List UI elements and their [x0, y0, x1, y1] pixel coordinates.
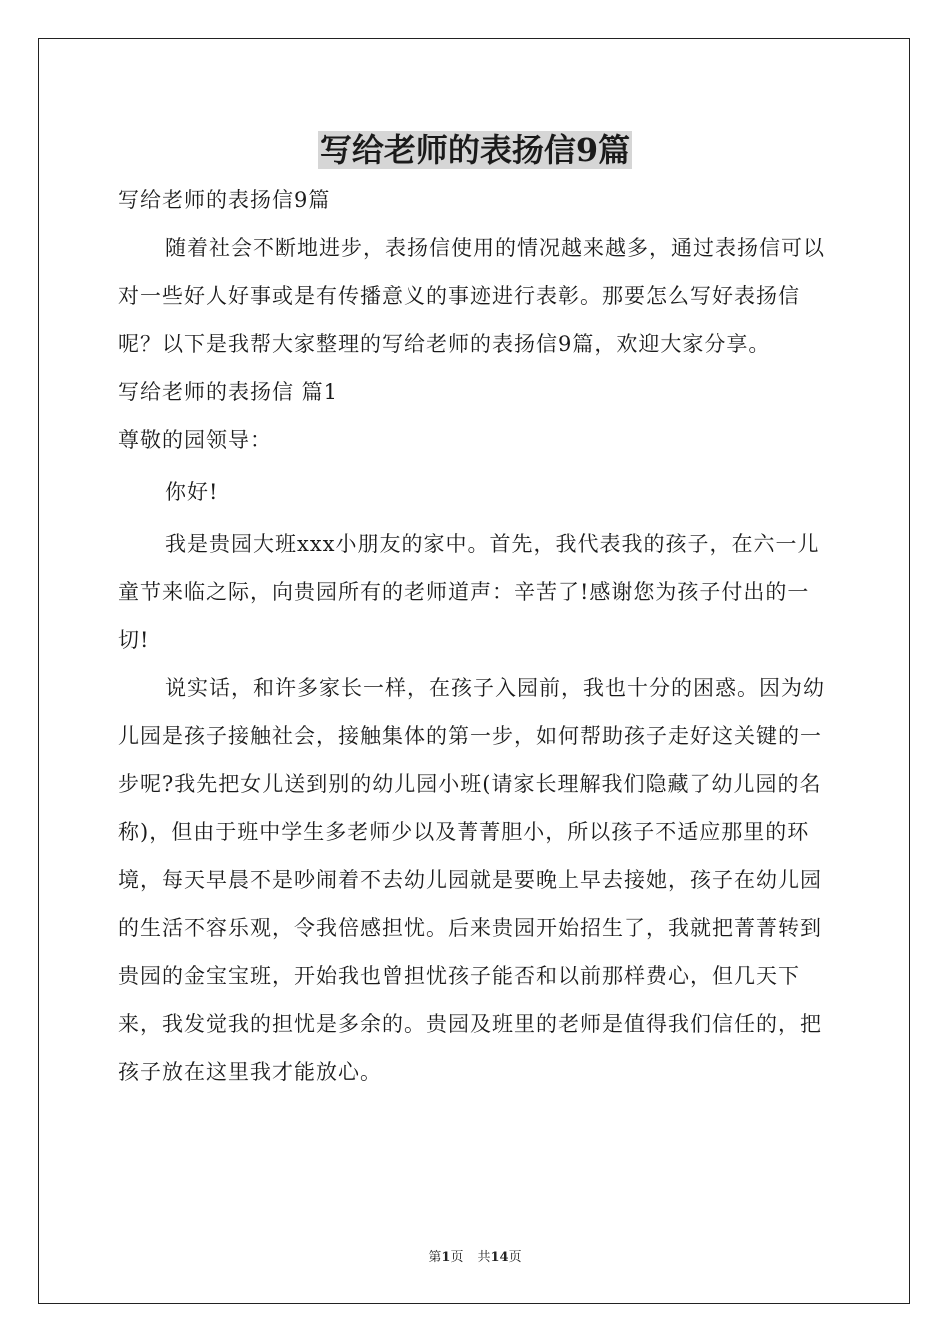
paragraph-subtitle: 写给老师的表扬信9篇: [118, 188, 331, 212]
footer-page-unit: 页: [450, 1250, 464, 1265]
document-body: [118, 176, 834, 1096]
paragraph-body-2: 说实话，和许多家长一样，在孩子入园前，我也十分的困惑。因为幼儿园是孩子接触社会，接触集体的第一步，如何帮助孩子走好这关键的一步呢?我先把女儿送到别的幼儿园小班(请家长理解我们隐藏了幼儿园的名称)，但由于班中学生多老师少以及菁菁胆小，所以孩子不适应那里的环境，每天早晨不是吵闹着不去幼儿园就是要晚上早去接她，孩子在幼儿园的生活不容乐观，令我倍感担忧。后来贵园开始招生了，我就把菁菁转到贵园的金宝宝班，开始我也曾担忧孩子能否和以前那样费心，但几天下来，我发觉我的担忧是多余的。贵园及班里的老师是值得我们信任的，把孩子放在这里我才能放心。: [118, 676, 825, 1084]
footer-page-current: 1: [441, 1250, 451, 1265]
footer-total-prefix: 共: [477, 1250, 491, 1265]
footer-page-prefix: 第: [428, 1250, 442, 1265]
paragraph-salutation: 尊敬的园领导：: [118, 428, 272, 452]
document-title-text: 写给老师的表扬信9篇: [319, 131, 631, 169]
paragraph-intro: 随着社会不断地进步，表扬信使用的情况越来越多，通过表扬信可以对一些好人好事或是有传播意义的事迹进行表彰。那要怎么写好表扬信呢？以下是我帮大家整理的写给老师的表扬信9篇，欢迎大家分享。: [118, 236, 825, 356]
document-title: [0, 128, 950, 172]
paragraph-body-1: 我是贵园大班xxx小朋友的家中。首先，我代表我的孩子，在六一儿童节来临之际，向贵园所有的老师道声：辛苦了!感谢您为孩子付出的一切!: [118, 532, 820, 652]
page-footer: [0, 1246, 950, 1265]
paragraph-section-heading: 写给老师的表扬信 篇1: [118, 380, 339, 404]
paragraph-greeting: 你好!: [165, 480, 219, 504]
footer-total-unit: 页: [508, 1250, 522, 1265]
footer-page-total: 14: [490, 1250, 509, 1265]
